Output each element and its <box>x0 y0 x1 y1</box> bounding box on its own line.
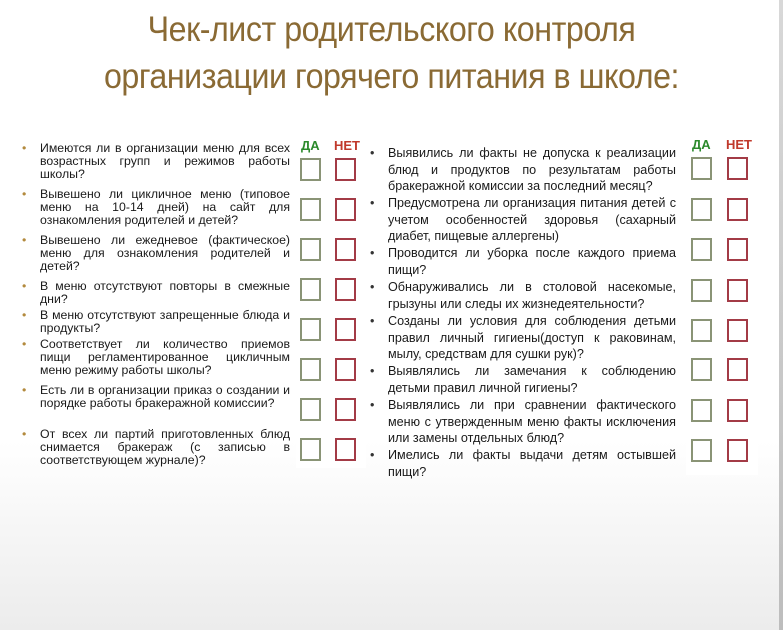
list-item <box>368 363 676 397</box>
bullet: • <box>370 448 375 462</box>
yes-checkbox[interactable] <box>691 399 712 422</box>
bullet: • <box>370 246 375 260</box>
yes-checkbox[interactable] <box>300 238 321 261</box>
no-checkbox[interactable] <box>727 319 748 342</box>
yes-header-left: ДА <box>301 138 320 153</box>
list-item <box>368 145 676 195</box>
question-text: Предусмотрена ли организация питания детей с учетом особенностей здоровья (сахарный диабет, пищевые аллергены) <box>388 196 676 243</box>
no-checkbox[interactable] <box>727 439 748 462</box>
list-item <box>368 279 676 313</box>
no-checkbox[interactable] <box>727 358 748 381</box>
question-text: Проводится ли уборка после каждого приема пищи? <box>388 246 676 277</box>
title-line-2: организации горячего питания в школе: <box>103 57 680 96</box>
question-text: Вывешено ли ежедневое (фактическое) меню для ознакомления родителей и детей? <box>40 233 290 273</box>
no-checkbox[interactable] <box>335 198 356 221</box>
list-item <box>20 188 290 234</box>
bullet: • <box>370 398 375 412</box>
bullet: • <box>22 308 27 322</box>
bullet: • <box>22 233 27 247</box>
bullet: • <box>22 279 27 293</box>
yes-checkbox[interactable] <box>300 278 321 301</box>
question-text: Обнаруживались ли в столовой насекомые, грызуны или следы их жизнедеятельности? <box>388 280 676 311</box>
no-checkbox[interactable] <box>335 278 356 301</box>
yes-checkbox[interactable] <box>300 198 321 221</box>
left-question-list <box>20 142 290 474</box>
question-text: Имелись ли факты выдачи детям остывшей пищи? <box>388 448 676 479</box>
yes-header-right: ДА <box>692 137 711 152</box>
question-text: От всех ли партий приготовленных блюд снимается бракераж (с записью в соответствующем журнале)? <box>40 427 290 467</box>
question-text: Выявились ли факты не допуска к реализации блюд и продуктов по результатам работы бракеражной комиссии за последний месяц? <box>388 146 676 193</box>
list-item <box>20 384 290 428</box>
question-text: Соответствует ли количество приемов пищи регламентированное цикличным меню режиму работы школы? <box>40 337 290 377</box>
list-item <box>20 280 290 309</box>
list-item <box>20 234 290 280</box>
yes-checkbox[interactable] <box>691 358 712 381</box>
yes-checkbox[interactable] <box>300 358 321 381</box>
no-header-left: НЕТ <box>334 138 360 153</box>
question-text: Созданы ли условия для соблюдения детьми правил личный гигиены(доступ к раковинам, мылу, средствам для сушки рук)? <box>388 314 676 361</box>
yes-checkbox[interactable] <box>691 439 712 462</box>
list-item <box>368 195 676 245</box>
no-checkbox[interactable] <box>335 358 356 381</box>
list-item <box>368 397 676 447</box>
question-text: В меню отсутствуют запрещенные блюда и продукты? <box>40 308 290 335</box>
no-checkbox[interactable] <box>335 238 356 261</box>
yes-checkbox[interactable] <box>691 198 712 221</box>
no-checkbox[interactable] <box>335 438 356 461</box>
yes-checkbox[interactable] <box>300 318 321 341</box>
yes-checkbox[interactable] <box>300 398 321 421</box>
no-checkbox[interactable] <box>335 318 356 341</box>
page-title <box>31 6 751 100</box>
right-checkbox-panel <box>686 130 758 475</box>
yes-checkbox[interactable] <box>300 158 321 181</box>
no-checkbox[interactable] <box>727 198 748 221</box>
list-item <box>20 142 290 188</box>
yes-checkbox[interactable] <box>691 319 712 342</box>
no-checkbox[interactable] <box>335 398 356 421</box>
question-text: Вывешено ли цикличное меню (типовое меню на 10-14 дней) на сайт для ознакомления родителей и детей? <box>40 187 290 227</box>
list-item <box>20 338 290 384</box>
no-checkbox[interactable] <box>335 158 356 181</box>
bullet: • <box>22 141 27 155</box>
no-checkbox[interactable] <box>727 157 748 180</box>
list-item <box>368 447 676 481</box>
bullet: • <box>22 383 27 397</box>
yes-checkbox[interactable] <box>691 238 712 261</box>
title-line-1: Чек-лист родительского контроля <box>147 10 636 49</box>
bullet: • <box>22 187 27 201</box>
bullet: • <box>22 427 27 441</box>
bullet: • <box>370 364 375 378</box>
question-text: В меню отсутствуют повторы в смежные дни? <box>40 279 290 306</box>
no-checkbox[interactable] <box>727 399 748 422</box>
list-item <box>20 309 290 338</box>
question-text: Выявлялись ли при сравнении фактического меню с утвержденным меню факты исключения или замены отдельных блюд? <box>388 398 676 445</box>
yes-checkbox[interactable] <box>691 157 712 180</box>
list-item <box>368 245 676 279</box>
yes-checkbox[interactable] <box>691 279 712 302</box>
question-text: Выявлялись ли замечания к соблюдению детьми правил личной гигиены? <box>388 364 676 395</box>
no-header-right: НЕТ <box>726 137 752 152</box>
bullet: • <box>22 337 27 351</box>
bullet: • <box>370 314 375 328</box>
no-checkbox[interactable] <box>727 279 748 302</box>
bullet: • <box>370 280 375 294</box>
list-item <box>368 313 676 363</box>
question-text: Имеются ли в организации меню для всех возрастных групп и режимов работы школы? <box>40 141 290 181</box>
list-item <box>20 428 290 474</box>
right-question-list <box>368 145 676 481</box>
question-text: Есть ли в организации приказ о создании и порядке работы бракеражной комиссии? <box>40 383 290 410</box>
no-checkbox[interactable] <box>727 238 748 261</box>
yes-checkbox[interactable] <box>300 438 321 461</box>
bullet: • <box>370 196 375 210</box>
bullet: • <box>370 146 375 160</box>
slide-edge <box>779 0 783 630</box>
